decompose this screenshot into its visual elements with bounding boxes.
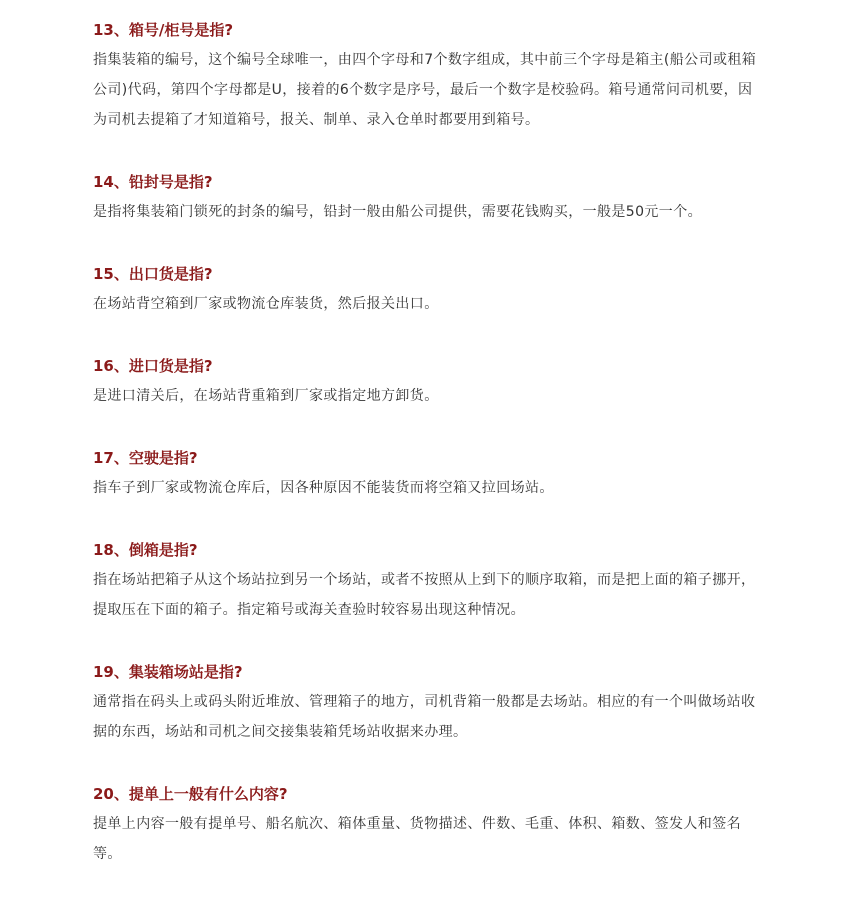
faq-item-18 (93, 535, 763, 625)
faq-item-16 (93, 351, 763, 411)
answer-text: 提单上内容一般有提单号、船名航次、箱体重量、货物描述、件数、毛重、体积、箱数、签发人和签名等。 (93, 816, 741, 862)
question-heading: 13、箱号/柜号是指? (93, 21, 234, 39)
question-heading: 14、铅封号是指? (93, 173, 213, 191)
question-heading: 15、出口货是指? (93, 265, 213, 283)
faq-item-17 (93, 443, 763, 503)
answer-text: 指车子到厂家或物流仓库后，因各种原因不能装货而将空箱又拉回场站。 (93, 480, 554, 496)
answer-text: 指在场站把箱子从这个场站拉到另一个场站，或者不按照从上到下的顺序取箱，而是把上面的箱子挪开，提取压在下面的箱子。指定箱号或海关查验时较容易出现这种情况。 (93, 572, 756, 618)
question-heading: 18、倒箱是指? (93, 541, 198, 559)
answer-text: 是进口清关后，在场站背重箱到厂家或指定地方卸货。 (93, 388, 439, 404)
question-heading: 19、集装箱场站是指? (93, 663, 243, 681)
answer-text: 通常指在码头上或码头附近堆放、管理箱子的地方，司机背箱一般都是去场站。相应的有一个叫做场站收据的东西，场站和司机之间交接集装箱凭场站收据来办理。 (93, 694, 756, 740)
faq-item-15 (93, 259, 763, 319)
faq-item-14 (93, 167, 763, 227)
faq-item-13 (93, 15, 763, 135)
faq-item-20 (93, 779, 763, 869)
answer-text: 在场站背空箱到厂家或物流仓库装货，然后报关出口。 (93, 296, 439, 312)
question-heading: 17、空驶是指? (93, 449, 198, 467)
faq-content (93, 15, 763, 901)
faq-item-19 (93, 657, 763, 747)
question-heading: 16、进口货是指? (93, 357, 213, 375)
answer-text: 指集装箱的编号，这个编号全球唯一，由四个字母和7个数字组成，其中前三个字母是箱主(船公司或租箱公司)代码，第四个字母都是U，接着的6个数字是序号，最后一个数字是校验码。箱号通常问司机要，因为司机去提箱了才知道箱号，报关、制单、录入仓单时都要用到箱号。 (93, 52, 757, 128)
question-heading: 20、提单上一般有什么内容? (93, 785, 288, 803)
answer-text: 是指将集装箱门锁死的封条的编号，铅封一般由船公司提供，需要花钱购买，一般是50元一个。 (93, 204, 703, 220)
